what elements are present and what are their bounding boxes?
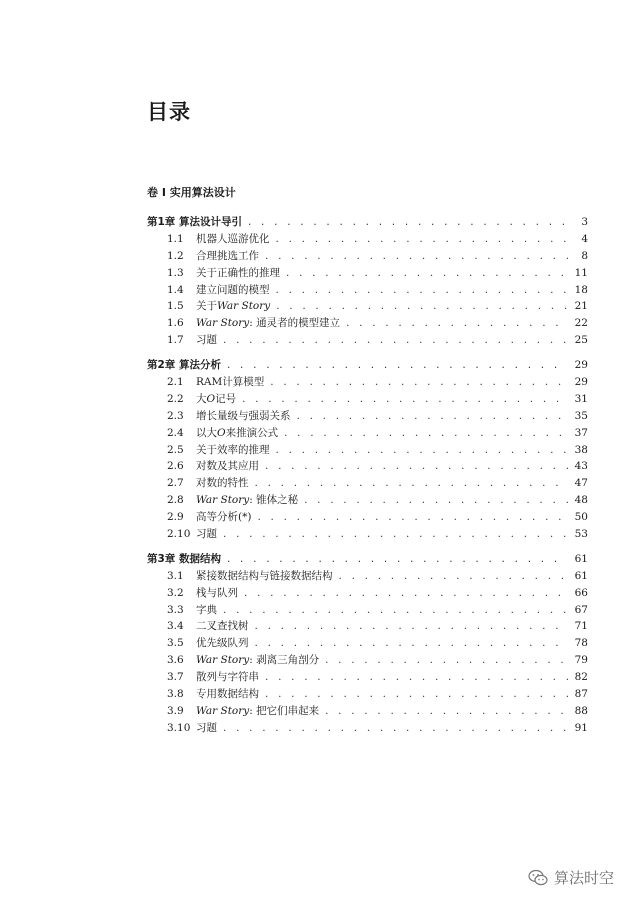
section-entry[interactable]: [147, 265, 588, 282]
table-of-contents: [147, 214, 588, 745]
section-entry[interactable]: [147, 602, 588, 619]
section-number: 2.6: [167, 460, 184, 473]
section-entry[interactable]: [147, 703, 588, 720]
section-entry[interactable]: [147, 618, 588, 635]
section-number: 3.3: [167, 603, 184, 616]
chapter-block: [147, 214, 588, 349]
section-number: 3.1: [167, 569, 184, 582]
leader-dots: [286, 265, 568, 282]
section-entry[interactable]: [147, 248, 588, 265]
leader-dots: [255, 635, 569, 652]
section-title: [196, 492, 298, 509]
leader-dots: [248, 214, 568, 231]
section-title-post: 来推演公式: [225, 426, 279, 439]
page-number: 3: [581, 216, 588, 228]
section-title-post: 记号: [215, 392, 237, 405]
section-number: 2.4: [167, 426, 184, 439]
leader-dots: [276, 442, 569, 459]
leader-dots: [297, 408, 569, 425]
page-number: 18: [574, 283, 588, 296]
section-number: 3.7: [167, 671, 184, 684]
section-title-italic: War Story: [217, 300, 271, 313]
section-number: 2.5: [167, 443, 184, 456]
leader-dots: [244, 585, 568, 602]
section-title: 高等分析(*): [196, 511, 252, 524]
section-number: 2.7: [167, 477, 184, 490]
section-entry[interactable]: [147, 231, 588, 248]
section-number: 3.10: [167, 721, 191, 734]
section-entry[interactable]: [147, 425, 588, 442]
leader-dots: [257, 509, 568, 526]
section-title-italic: War Story: [196, 494, 250, 507]
volume-heading: 卷 I 实用算法设计: [147, 186, 236, 199]
section-title-pre: 以大: [196, 426, 217, 439]
section-entry[interactable]: [147, 492, 588, 509]
section-entry[interactable]: [147, 509, 588, 526]
section-entry[interactable]: [147, 652, 588, 669]
section-title: 对数的特性: [196, 477, 249, 490]
section-number: 3.8: [167, 688, 184, 701]
section-number: 2.9: [167, 511, 184, 524]
section-number: 2.1: [167, 376, 184, 389]
section-entry[interactable]: [147, 526, 588, 543]
section-number: 2.3: [167, 409, 184, 422]
section-number: 2.2: [167, 392, 184, 405]
section-entry[interactable]: [147, 669, 588, 686]
chapter-entry[interactable]: [147, 214, 588, 231]
page-number: 61: [574, 569, 588, 582]
section-title: 机器人巡游优化: [196, 232, 270, 245]
page-number: 91: [574, 721, 588, 734]
page-title: 目录: [147, 100, 191, 124]
section-number: 1.6: [167, 317, 184, 330]
leader-dots: [265, 669, 568, 686]
page-number: 67: [574, 603, 588, 616]
leader-dots: [242, 391, 568, 408]
section-entry[interactable]: [147, 282, 588, 299]
section-number: 2.8: [167, 494, 184, 507]
leader-dots: [255, 618, 569, 635]
section-title: 对数及其应用: [196, 460, 259, 473]
section-title: [196, 391, 236, 408]
section-title: 习题: [196, 528, 217, 541]
section-number: 1.2: [167, 249, 184, 262]
section-title: 建立问题的模型: [196, 283, 270, 296]
section-title: 关于正确性的推理: [196, 266, 280, 279]
section-title: [196, 652, 319, 669]
leader-dots: [223, 332, 568, 349]
section-entry[interactable]: [147, 391, 588, 408]
section-number: 1.4: [167, 283, 184, 296]
chapter-title: 第3章 数据结构: [147, 552, 221, 565]
chapter-entry[interactable]: [147, 357, 588, 374]
page-number: 50: [574, 511, 588, 524]
page-number: 8: [581, 249, 588, 262]
leader-dots: [223, 602, 568, 619]
chapter-entry[interactable]: [147, 551, 588, 568]
leader-dots: [270, 374, 568, 391]
leader-dots: [346, 315, 568, 332]
chapter-block: [147, 551, 588, 737]
section-title: 合理挑选工作: [196, 249, 259, 262]
section-title-post: : 通灵者的模型建立: [249, 317, 341, 330]
section-title: 紧接数据结构与链接数据结构: [196, 569, 333, 582]
section-entry[interactable]: [147, 635, 588, 652]
section-title: 增长量级与强弱关系: [196, 409, 291, 422]
section-entry[interactable]: [147, 315, 588, 332]
section-entry[interactable]: [147, 374, 588, 391]
section-title-post: : 锥体之秘: [249, 494, 299, 507]
page-number: 53: [574, 528, 588, 541]
leader-dots: [339, 568, 569, 585]
section-entry[interactable]: [147, 686, 588, 703]
chapter-block: [147, 357, 588, 543]
section-title: 二叉查找树: [196, 620, 249, 633]
section-title: 字典: [196, 603, 217, 616]
page-number: 22: [574, 317, 588, 330]
section-entry[interactable]: [147, 458, 588, 475]
section-number: 3.6: [167, 654, 184, 667]
section-title: 习题: [196, 721, 217, 734]
leader-dots: [325, 703, 568, 720]
page-number: 48: [574, 494, 588, 507]
leader-dots: [223, 526, 568, 543]
page-number: 38: [574, 443, 588, 456]
leader-dots: [276, 282, 569, 299]
section-title-italic: War Story: [196, 317, 250, 330]
section-number: 1.1: [167, 232, 184, 245]
page-number: 88: [574, 704, 588, 717]
section-entry[interactable]: [147, 298, 588, 315]
section-title: 散列与字符串: [196, 671, 259, 684]
section-title: [196, 315, 340, 332]
section-number: 3.9: [167, 704, 184, 717]
wechat-icon: [528, 869, 548, 887]
leader-dots: [227, 551, 568, 568]
section-entry[interactable]: [147, 475, 588, 492]
section-number: 3.4: [167, 620, 184, 633]
chapter-title: 第1章 算法设计导引: [147, 216, 242, 228]
section-entry[interactable]: [147, 442, 588, 459]
section-title: 优先级队列: [196, 637, 249, 650]
section-title-italic: War Story: [196, 654, 250, 667]
page-number: 21: [574, 300, 588, 313]
section-entry[interactable]: [147, 720, 588, 737]
section-title: 习题: [196, 334, 217, 347]
section-title-post: : 把它们串起来: [249, 704, 320, 717]
section-entry[interactable]: [147, 332, 588, 349]
section-title: 专用数据结构: [196, 688, 259, 701]
page-number: 71: [574, 620, 588, 633]
section-title: RAM计算模型: [196, 376, 265, 389]
section-title-italic: O: [217, 426, 226, 439]
section-title-italic: O: [206, 392, 216, 405]
page-number: 11: [574, 266, 588, 279]
leader-dots: [265, 458, 568, 475]
section-entry[interactable]: [147, 408, 588, 425]
section-title: 关于效率的推理: [196, 443, 270, 456]
leader-dots: [276, 231, 569, 248]
section-title: [196, 425, 278, 442]
leader-dots: [265, 248, 568, 265]
section-title: 栈与队列: [196, 586, 238, 599]
page-number: 47: [574, 477, 588, 490]
section-title: [196, 298, 270, 315]
page-number: 82: [574, 671, 588, 684]
section-title-pre: 关于: [196, 300, 217, 313]
leader-dots: [284, 425, 568, 442]
section-number: 1.5: [167, 300, 184, 313]
page-number: 43: [574, 460, 588, 473]
section-title: [196, 703, 319, 720]
leader-dots: [304, 492, 568, 509]
page-number: 29: [574, 376, 588, 389]
section-number: 3.2: [167, 586, 184, 599]
page-number: 29: [574, 359, 588, 372]
section-title-post: : 剥离三角剖分: [249, 654, 320, 667]
page-number: 87: [574, 688, 588, 701]
chapter-title: 第2章 算法分析: [147, 359, 221, 372]
section-number: 1.3: [167, 266, 184, 279]
leader-dots: [276, 298, 568, 315]
watermark: [528, 867, 614, 888]
page-number: 35: [574, 409, 588, 422]
section-title-italic: War Story: [196, 704, 250, 717]
leader-dots: [265, 686, 568, 703]
page-number: 4: [581, 232, 588, 245]
leader-dots: [255, 475, 569, 492]
section-title-pre: 大: [196, 392, 207, 405]
leader-dots: [325, 652, 568, 669]
page-number: 79: [574, 654, 588, 667]
watermark-text: 算法时空: [554, 869, 615, 887]
page-number: 66: [574, 586, 588, 599]
leader-dots: [227, 357, 568, 374]
section-entry[interactable]: [147, 568, 588, 585]
leader-dots: [223, 720, 568, 737]
section-entry[interactable]: [147, 585, 588, 602]
section-number: 2.10: [167, 528, 191, 541]
page-number: 78: [574, 637, 588, 650]
section-number: 1.7: [167, 334, 184, 347]
page-number: 37: [574, 426, 588, 439]
page-number: 61: [574, 552, 588, 565]
section-number: 3.5: [167, 637, 184, 650]
page-number: 31: [574, 392, 588, 405]
page-number: 25: [574, 334, 588, 347]
